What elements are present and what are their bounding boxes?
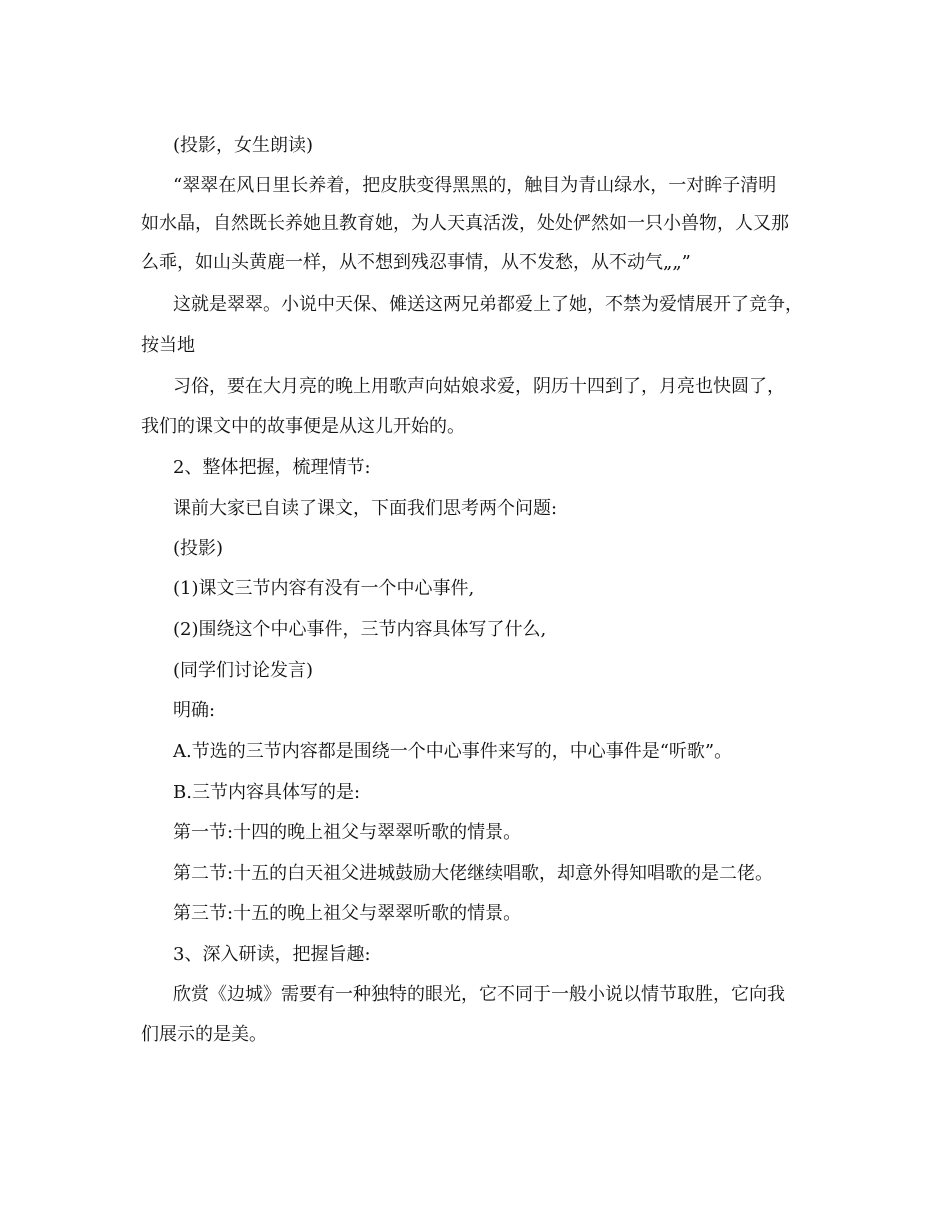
paragraph-line: (同学们讨论发言) [173,660,314,681]
paragraph-line: “翠翠在风日里长养着，把皮肤变得黑黑的，触目为青山绿水，一对眸子清明 [173,175,777,196]
answer-item: A.节选的三节内容都是围绕一个中心事件来写的，中心事件是“听歌”。 [173,741,733,762]
paragraph-line: 如水晶，自然既长养她且教育她，为人天真活泼，处处俨然如一只小兽物，人又那 [141,213,789,234]
paragraph-line: 按当地 [141,335,195,356]
paragraph-line: (投影) [173,538,224,559]
answer-item: B.三节内容具体写的是: [173,782,361,803]
paragraph-line: (投影，女生朗读) [173,135,314,156]
section-heading: 3、深入研读，把握旨趣: [173,944,371,965]
section-summary: 第三节:十五的晚上祖父与翠翠听歌的情景。 [173,903,522,924]
paragraph-line: 我们的课文中的故事便是从这儿开始的。 [141,416,465,437]
paragraph-line: 习俗，要在大月亮的晚上用歌声向姑娘求爱，阴历十四到了，月亮也快圆了， [173,376,785,397]
section-summary: 第二节:十五的白天祖父进城鼓励大佬继续唱歌，却意外得知唱歌的是二佬。 [173,863,774,884]
section-heading: 2、整体把握，梳理情节: [173,457,371,478]
question-item: (2)围绕这个中心事件，三节内容具体写了什么, [173,619,547,640]
paragraph-line: 这就是翠翠。小说中天保、傩送这两兄弟都爱上了她，不禁为爱情展开了竞争， [173,294,803,315]
question-item: (1)课文三节内容有没有一个中心事件, [173,578,475,599]
section-summary: 第一节:十四的晚上祖父与翠翠听歌的情景。 [173,822,522,843]
paragraph-line: 们展示的是美。 [141,1024,267,1045]
paragraph-line: 明确: [173,700,216,721]
paragraph-line: 么乖，如山头黄鹿一样，从不想到残忍事情，从不发愁，从不动气„„” [141,252,691,273]
paragraph-line: 欣赏《边城》需要有一种独特的眼光，它不同于一般小说以情节取胜，它向我 [173,984,785,1005]
paragraph-line: 课前大家已自读了课文，下面我们思考两个问题: [173,498,558,519]
